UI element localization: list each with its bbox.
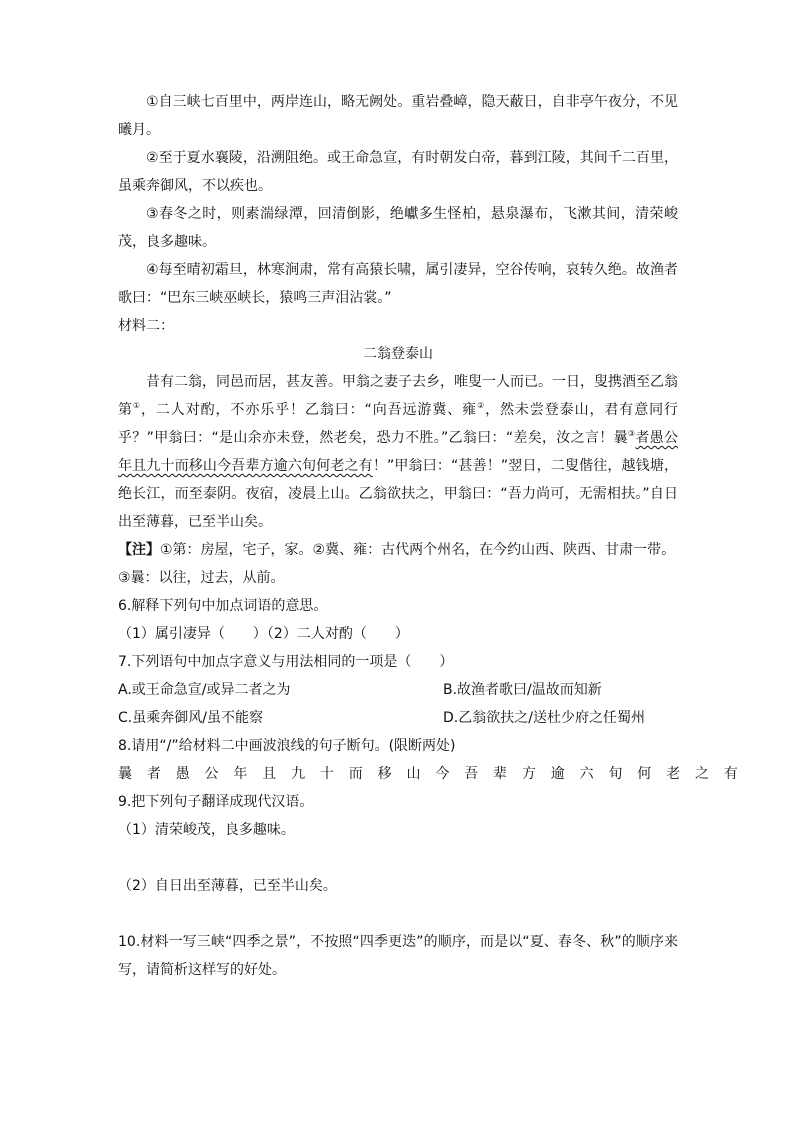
passage-text-d: ！”甲翁曰：“甚善！”翌日，二叟偕往，越钱塘，绝长江，而至泰阴。夜宿，凌晨上山。乙翁欲扶之，甲翁曰：“吾力尚可，无需相扶。”自日出至薄暮，已至半山矣。 <box>118 458 678 530</box>
answer-space <box>118 844 678 872</box>
question-7: 7.下列语句中加点字意义与用法相同的一项是（ ） <box>118 654 454 670</box>
material1-paragraph-1: ①自三峡七百里中，两岸连山，略无阙处。重岩叠嶂，隐天蔽日，自非亭午夜分，不见曦月。 <box>118 94 678 138</box>
material2-paragraph <box>118 368 678 536</box>
passage-text-a: 昔有二翁，同邑而居，甚友善。甲翁之妻子去乡，唯叟一人而已。一日，叟携酒至乙翁第 <box>118 374 678 418</box>
material1-paragraph-4: ④每至晴初霜旦，林寒涧肃，常有高猿长啸，属引凄异，空谷传响，哀转久绝。故渔者歌曰：“巴东三峡巫峡长，猿鸣三声泪沾裳。” <box>118 262 678 306</box>
question-8-sentence: 曩 者 愚 公 年 且 九 十 而 移 山 今 吾 辈 方 逾 六 旬 何 老 之 有 <box>118 766 744 782</box>
question-9: 9.把下列句子翻译成现代汉语。 <box>118 794 314 810</box>
question-6-items: （1）属引凄异（ ）（2）二人对酌（ ） <box>118 626 409 642</box>
footnote-text: ①第：房屋，宅子，家。②冀、雍：古代两个州名，在今约山西、陕西、甘肃一带。③曩：以往，过去，从前。 <box>118 542 676 586</box>
material2-label: 材料二： <box>118 318 174 334</box>
wavy-underlined-sentence: 者愚公年且九十而移山今吾辈方逾六旬何老之有 <box>118 430 678 474</box>
passage-title: 二翁登泰山 <box>363 346 433 362</box>
option-c: C.虽乘奔御风/虽不能察 <box>118 710 263 726</box>
question-10: 10.材料一写三峡“四季之景”，不按照“四季更迭”的顺序，而是以“夏、春冬、秋”的顺序来写，请简析这样写的好处。 <box>118 934 678 978</box>
footnote-label: 【注】 <box>118 542 160 558</box>
material1-paragraph-3: ③春冬之时，则素湍绿潭，回清倒影，绝巘多生怪柏，悬泉瀑布，飞漱其间，清荣峻茂，良多趣味。 <box>118 206 678 250</box>
option-a: A.或王命急宣/或异二者之为 <box>118 682 291 698</box>
passage-text-b: ，二人对酌，不亦乐乎！乙翁曰：“向吾远游冀、雍 <box>140 402 478 418</box>
question-9-item-2: （2）自日出至薄暮，已至半山矣。 <box>118 878 337 894</box>
footnote-mark-1: ① <box>132 401 141 410</box>
footnote-mark-2: ② <box>477 401 486 410</box>
question-7-options-row-2 <box>118 704 678 732</box>
footnote <box>118 536 678 592</box>
question-7-options-row-1 <box>118 676 678 704</box>
option-b: B.故渔者歌曰/温故而知新 <box>443 682 602 698</box>
question-6: 6.解释下列句中加点词语的意思。 <box>118 598 328 614</box>
material1-paragraph-2: ②至于夏水襄陵，沿溯阻绝。或王命急宣，有时朝发白帝，暮到江陵，其间千二百里，虽乘奔御风，不以疾也。 <box>118 150 678 194</box>
option-d: D.乙翁欲扶之/送杜少府之任蜀州 <box>443 710 645 726</box>
answer-space <box>118 900 678 928</box>
document-page <box>118 88 744 984</box>
passage-text-c: ，然未尝登泰山，君有意同行乎？”甲翁曰：“是山余亦未登，然老矣，恐力不胜。”乙翁曰：“差矣，汝之言！曩 <box>118 402 679 446</box>
question-9-item-1: （1）清荣峻茂，良多趣味。 <box>118 822 295 838</box>
question-8: 8.请用“/”给材料二中画波浪线的句子断句。(限断两处) <box>118 738 456 754</box>
footnote-mark-3: ③ <box>627 429 636 438</box>
